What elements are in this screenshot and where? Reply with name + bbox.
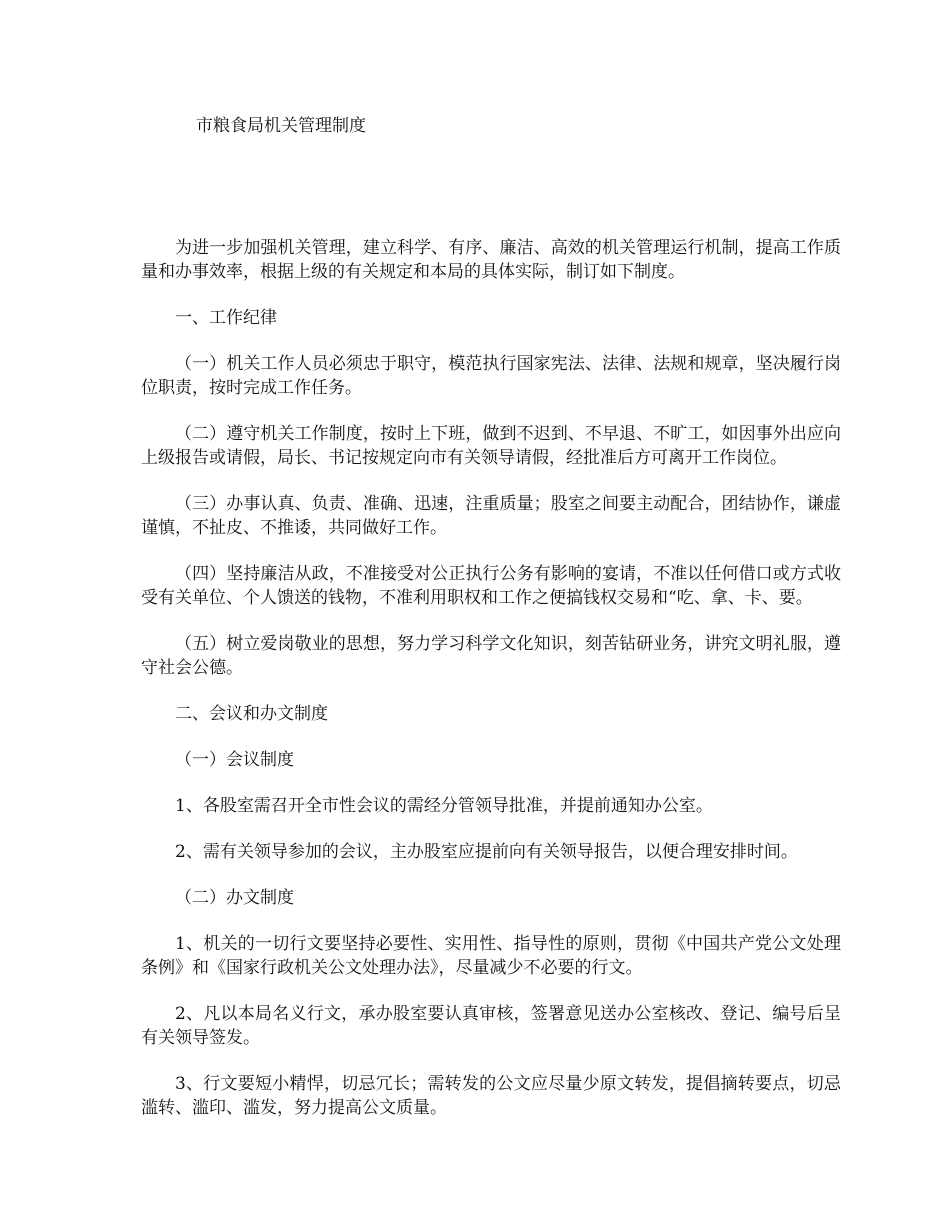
paragraph-discipline-2: （二）遵守机关工作制度，按时上下班，做到不迟到、不早退、不旷工，如因事外出应向上级报告或请假，局长、书记按规定向市有关领导请假，经批准后方可离开工作岗位。 xyxy=(141,424,841,468)
section-heading-meetings-documents: 二、会议和办文制度 xyxy=(175,704,328,724)
intro-paragraph: 为进一步加强机关管理，建立科学、有序、廉洁、高效的机关管理运行机制，提高工作质量和办事效率，根据上级的有关规定和本局的具体实际，制订如下制度。 xyxy=(141,238,841,282)
paragraph-discipline-1: （一）机关工作人员必须忠于职守，模范执行国家宪法、法律、法规和规章，坚决履行岗位职责，按时完成工作任务。 xyxy=(141,354,841,398)
paragraph-discipline-3: （三）办事认真、负责、准确、迅速，注重质量；股室之间要主动配合，团结协作，谦虚谨慎，不扯皮、不推诿，共同做好工作。 xyxy=(141,494,841,538)
subsection-heading-meetings: （一）会议制度 xyxy=(175,750,294,770)
subsection-heading-documents: （二）办文制度 xyxy=(175,888,294,908)
paragraph-discipline-4: （四）坚持廉洁从政，不准接受对公正执行公务有影响的宴请，不准以任何借口或方式收受有关单位、个人馈送的钱物，不准利用职权和工作之便搞钱权交易和“吃、拿、卡、要。 xyxy=(141,564,841,608)
paragraph-document-3: 3、行文要短小精悍，切忌冗长；需转发的公文应尽量少原文转发，提倡摘转要点，切忌滥转、滥印、滥发，努力提高公文质量。 xyxy=(141,1074,841,1118)
section-heading-work-discipline: 一、工作纪律 xyxy=(175,308,277,328)
paragraph-document-2: 2、凡以本局名义行文，承办股室要认真审核，签署意见送办公室核改、登记、编号后呈有关领导签发。 xyxy=(141,1004,841,1048)
document-title: 市粮食局机关管理制度 xyxy=(196,116,366,136)
paragraph-meeting-1: 1、各股室需召开全市性会议的需经分管领导批准，并提前通知办公室。 xyxy=(175,796,713,816)
paragraph-discipline-5: （五）树立爱岗敬业的思想，努力学习科学文化知识，刻苦钻研业务，讲究文明礼服，遵守社会公德。 xyxy=(141,634,841,678)
document-body xyxy=(141,236,841,1142)
paragraph-meeting-2: 2、需有关领导参加的会议，主办股室应提前向有关领导报告，以便合理安排时间。 xyxy=(175,842,798,862)
paragraph-document-1: 1、机关的一切行文要坚持必要性、实用性、指导性的原则，贯彻《中国共产党公文处理条例》和《国家行政机关公文处理办法》，尽量减少不必要的行文。 xyxy=(141,934,841,978)
